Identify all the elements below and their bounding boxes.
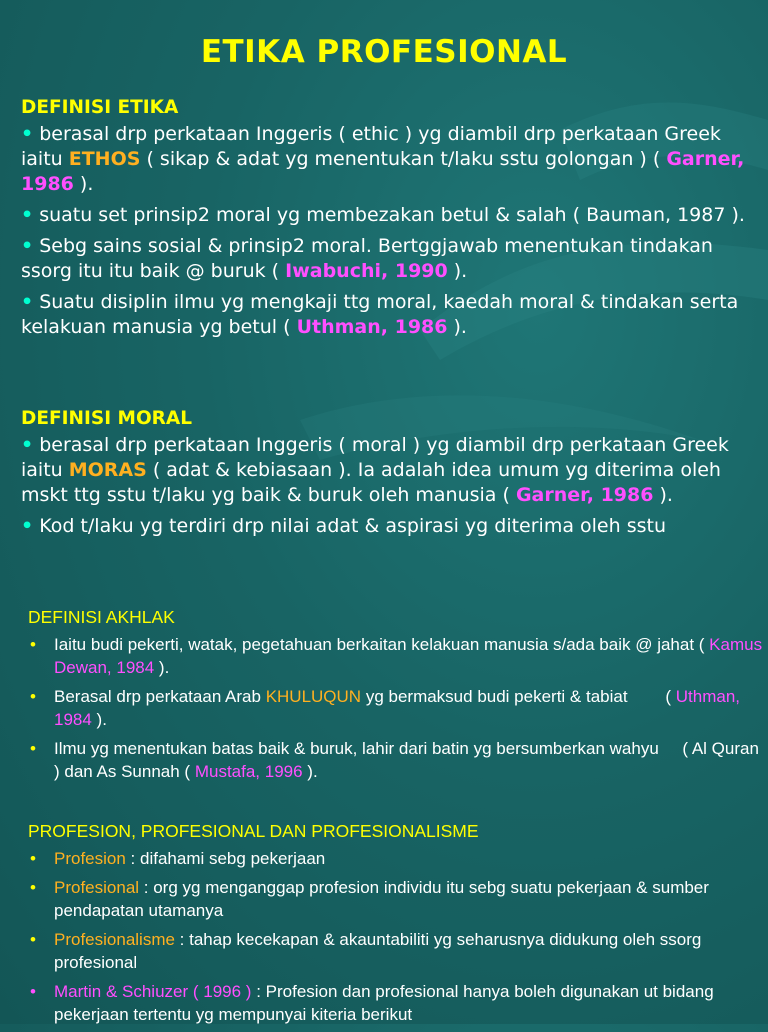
bullet-icon: • xyxy=(30,878,36,897)
list-item: • Profesionalisme : tahap kecekapan & akauntabiliti yg seharusnya didukung oleh ssorg profesional xyxy=(30,930,702,972)
section-heading: DEFINISI AKHLAK xyxy=(28,607,175,627)
paragraph: • Kod t/laku yg terdiri drp nilai adat & aspirasi yg diterima oleh sstu xyxy=(21,515,666,537)
list-item: • Berasal drp perkataan Arab KHULUQUN yg bermaksud budi pekerti & tabiat ( Uthman, 1984 ). xyxy=(30,687,740,729)
page-title: ETIKA PROFESIONAL xyxy=(200,34,568,70)
citation: Garner, 1986 xyxy=(21,148,745,195)
bullet-icon: • xyxy=(30,687,36,706)
term-highlight: ETHOS xyxy=(68,148,141,170)
paragraph: • suatu set prinsip2 moral yg membezakan betul & salah ( Bauman, 1987 ). xyxy=(21,204,745,226)
bullet-icon: • xyxy=(21,235,34,257)
section-definisi-etika xyxy=(21,95,761,346)
citation: Uthman, 1986 xyxy=(296,316,448,338)
citation: Mustafa, 1996 xyxy=(194,762,303,781)
list-item: • Martin & Schiuzer ( 1996 ) : Profesion dan profesional hanya boleh digunakan ut bidang pekerjaan tertentu yg mempunyai kiteria berikut xyxy=(30,982,714,1024)
term-highlight: Profesion xyxy=(54,849,126,868)
section-profesion xyxy=(28,820,768,1032)
bullet-icon: • xyxy=(21,123,34,145)
term-highlight: Profesional xyxy=(54,878,140,897)
bullet-icon: • xyxy=(21,434,34,456)
citation: Kamus Dewan, 1984 xyxy=(54,635,763,677)
paragraph: • Suatu disiplin ilmu yg mengkaji ttg moral, kaedah moral & tindakan serta kelakuan manusia yg betul ( Uthman, 1986 ). xyxy=(21,291,739,338)
list-item: • Profesional : org yg menganggap profesion individu itu sebg suatu pekerjaan & sumber pendapatan utamanya xyxy=(30,878,709,920)
list-item: • Iaitu budi pekerti, watak, pegetahuan berkaitan kelakuan manusia s/ada baik @ jahat ( Kamus Dewan, 1984 ). xyxy=(30,635,763,677)
citation: Iwabuchi, 1990 xyxy=(285,260,448,282)
section-heading: DEFINISI ETIKA xyxy=(21,97,179,118)
bullet-icon: • xyxy=(30,930,36,949)
paragraph: • Sebg sains sosial & prinsip2 moral. Bertggjawab menentukan tindakan ssorg itu itu baik @ buruk ( Iwabuchi, 1990 ). xyxy=(21,235,713,282)
section-definisi-moral xyxy=(21,406,761,545)
citation: Garner, 1986 xyxy=(515,484,654,506)
section-heading: DEFINISI MORAL xyxy=(21,408,193,429)
list-item: • Profesion : difahami sebg pekerjaan xyxy=(30,849,326,868)
bullet-icon: • xyxy=(30,982,36,1001)
bullet-icon: • xyxy=(21,291,34,313)
term-highlight: KHULUQUN xyxy=(265,687,362,706)
term-highlight: MORAS xyxy=(68,459,147,481)
bullet-icon: • xyxy=(30,739,36,758)
citation: Martin & Schiuzer ( 1996 ) xyxy=(54,982,252,1001)
bullet-icon: • xyxy=(21,515,34,537)
paragraph: • berasal drp perkataan Inggeris ( ethic ) yg diambil drp perkataan Greek iaitu ETHOS ( sikap & adat yg menentukan t/laku sstu golongan ) ( Garner, 1986 ). xyxy=(21,123,745,195)
bullet-icon: • xyxy=(30,849,36,868)
section-heading: PROFESION, PROFESIONAL DAN PROFESIONALISME xyxy=(28,821,479,841)
term-highlight: Profesionalisme xyxy=(54,930,175,949)
citation: Uthman, 1984 xyxy=(54,687,740,729)
paragraph: • berasal drp perkataan Inggeris ( moral ) yg diambil drp perkataan Greek iaitu MORAS ( adat & kebiasaan ). Ia adalah idea umum yg diterima oleh mskt ttg sstu t/laku yg baik & buruk oleh manusia ( Garner, 1986 ). xyxy=(21,434,729,506)
list-item: • Ilmu yg menentukan batas baik & buruk, lahir dari batin yg bersumberkan wahyu ( Al Quran ) dan As Sunnah ( Mustafa, 1996 ). xyxy=(30,739,764,781)
bullet-icon: • xyxy=(21,204,34,226)
section-definisi-akhlak xyxy=(28,606,768,789)
bullet-icon: • xyxy=(30,635,36,654)
